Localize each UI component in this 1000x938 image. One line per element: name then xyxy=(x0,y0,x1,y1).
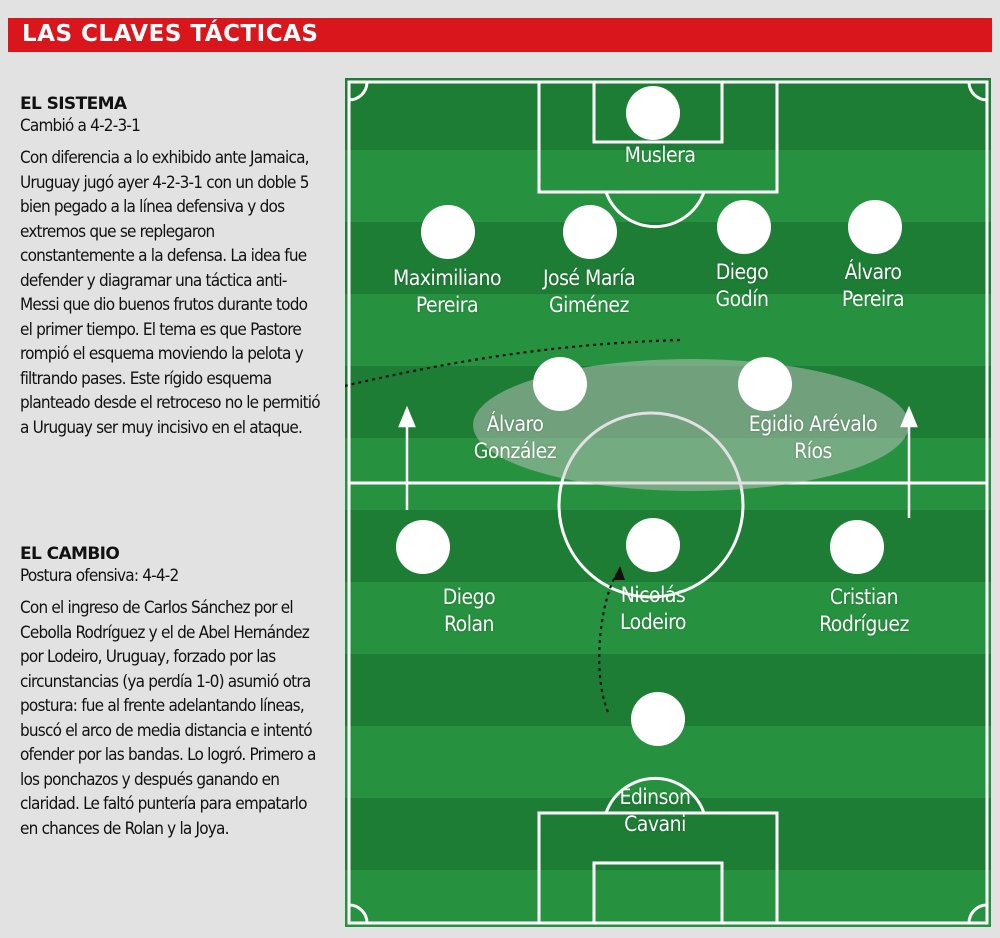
player-name-godin: Diego Godín xyxy=(715,260,769,311)
player-marker-arevalo xyxy=(738,357,792,411)
sistema-subtitle: Cambió a 4-2-3-1 xyxy=(20,116,141,136)
cambio-title: EL CAMBIO xyxy=(20,544,120,564)
player-marker-max-pereira xyxy=(421,205,475,259)
soccer-field xyxy=(345,78,991,927)
player-marker-lodeiro xyxy=(626,518,680,572)
player-name-arevalo: Egidio Arévalo Ríos xyxy=(748,412,878,463)
sistema-body: Con diferencia a lo exhibido ante Jamaica, Uruguay jugó ayer 4-2-3-1 con un doble 5 bien pegado a la línea defensiva y dos extremos que se replegaron constantemente a la defensa. La idea fue defender y diagramar una táctica anti-Messi que dio buenos frutos durante todo el primer tiempo. El tema es que Pastore rompió el esquema moviendo la pelota y filtrando pases. Este rígido esquema planteado desde el retroceso no le permitió a Uruguay ser muy incisivo en el ataque. xyxy=(20,148,320,438)
header-title: LAS CLAVES TÁCTICAS xyxy=(22,21,319,47)
player-marker-godin xyxy=(717,200,771,254)
player-name-gonzalez: Álvaro González xyxy=(473,412,557,463)
player-marker-muslera xyxy=(626,86,680,140)
section-header xyxy=(8,18,992,52)
player-marker-gimenez xyxy=(563,205,617,259)
player-name-rolan: Diego Rolan xyxy=(442,585,496,636)
section-sistema xyxy=(20,94,320,440)
player-marker-rodriguez xyxy=(830,520,884,574)
player-marker-rolan xyxy=(396,520,450,574)
player-name-lodeiro: Nicolás Lodeiro xyxy=(620,583,686,634)
player-name-max-pereira: Maximiliano Pereira xyxy=(392,266,502,317)
cambio-subtitle: Postura ofensiva: 4-4-2 xyxy=(20,566,179,586)
sistema-title: EL SISTEMA xyxy=(20,94,127,114)
player-name-cavani: Edinson Cavani xyxy=(619,785,691,836)
player-name-alv-pereira: Álvaro Pereira xyxy=(841,260,905,311)
player-name-rodriguez: Cristian Rodríguez xyxy=(819,585,909,636)
player-marker-gonzalez xyxy=(533,357,587,411)
player-name-gimenez: José María Giménez xyxy=(542,266,636,317)
section-cambio xyxy=(20,544,320,841)
cambio-body: Con el ingreso de Carlos Sánchez por el Cebolla Rodríguez y el de Abel Hernández por Lodeiro, Uruguay, forzado por las circunstancias (ya perdía 1-0) asumió otra postura: fue al frente adelantando líneas, buscó el arco de media distancia e intentó ofender por las bandas. Lo logró. Primero a los ponchazos y después ganando en claridad. Le faltó puntería para empatarlo en chances de Rolan y la Joya. xyxy=(20,598,316,839)
player-marker-cavani xyxy=(631,692,685,746)
player-name-muslera: Muslera xyxy=(624,143,696,167)
player-marker-alv-pereira xyxy=(848,200,902,254)
